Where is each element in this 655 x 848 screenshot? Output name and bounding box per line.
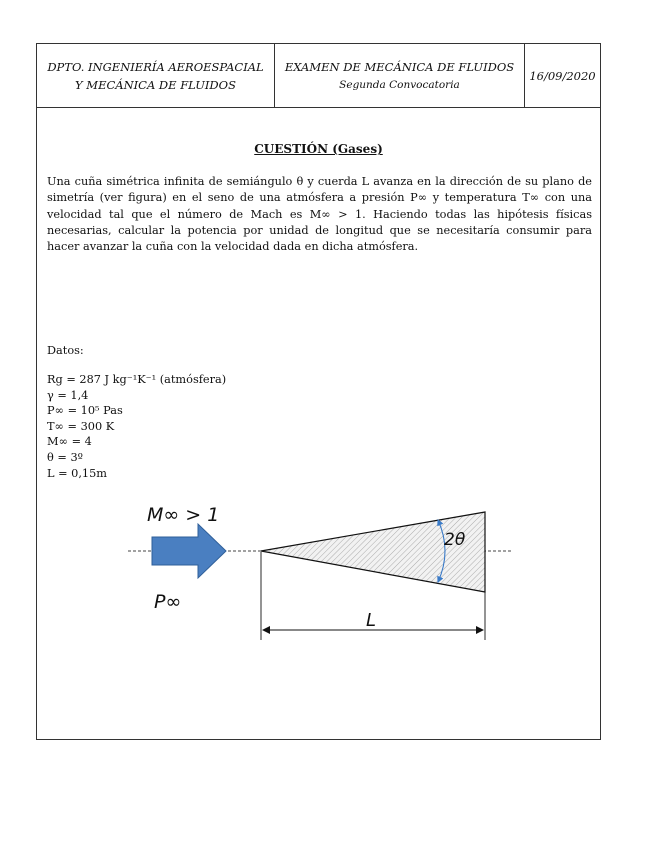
data-item: T∞ = 300 K [47, 419, 115, 433]
exam-title: EXAMEN DE MECÁNICA DE FLUIDOS [284, 59, 515, 74]
data-item: Rg = 287 J kg⁻¹K⁻¹ (atmósfera) [47, 373, 227, 386]
chord-label: L [366, 610, 377, 631]
question-statement: Una cuña simétrica infinita de semiángulo θ y cuerda L avanza en la dirección de su plano de simetría (ver figura) en el seno de una atmósfera a presión P∞ y temperatura T∞ con una velocidad tal que el número de Mach es M∞ > 1. Haciendo todas las hipótesis físicas necesarias, calcular la potencia por unidad de longitud que se necesitaría consumir para hacer avanzar la cuña con la velocidad dada en dicha atmósfera. [47, 175, 592, 254]
data-item: θ = 3º [47, 450, 83, 464]
flow-arrow-icon [152, 524, 226, 578]
exam-session: Segunda Convocatoria [339, 78, 460, 91]
data-item: γ = 1,4 [47, 388, 89, 402]
pressure-label: P∞ [154, 591, 182, 613]
department-line-2: Y MECÁNICA DE FLUIDOS [75, 77, 236, 92]
data-item: P∞ = 10⁵ Pas [47, 404, 123, 418]
question-title-text: CUESTIÓN (Gases) [254, 142, 383, 156]
exam-date: 16/09/2020 [529, 68, 596, 83]
data-heading: Datos: [47, 344, 84, 357]
wedge-shape [261, 512, 485, 592]
angle-label: 2θ [444, 530, 466, 550]
mach-label: M∞ > 1 [147, 504, 220, 526]
department-line-1: DPTO. INGENIERÍA AEROESPACIAL [47, 59, 264, 74]
data-item: M∞ = 4 [47, 435, 92, 449]
data-item: L = 0,15m [47, 466, 108, 480]
